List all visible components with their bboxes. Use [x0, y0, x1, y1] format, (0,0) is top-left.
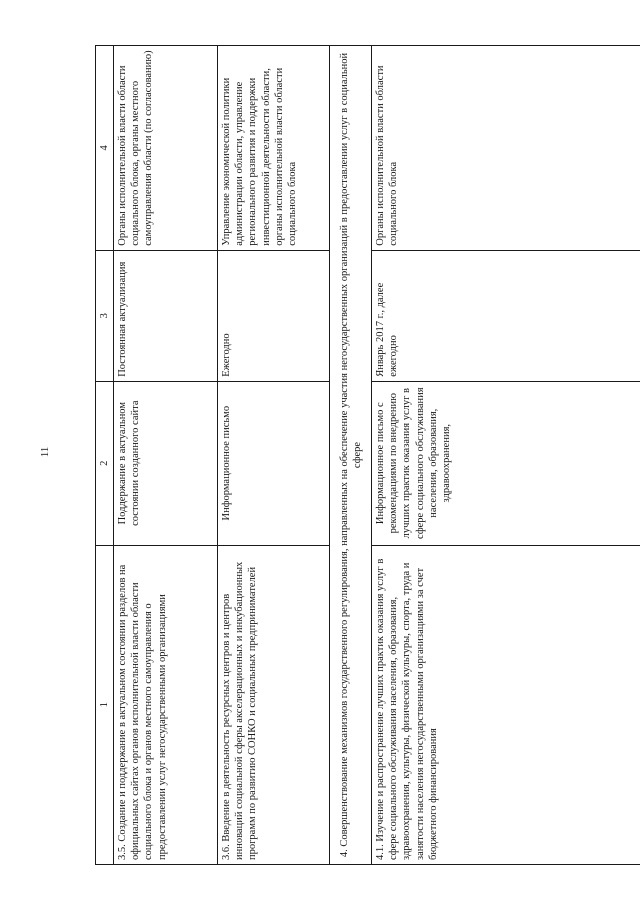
header-col-1: 1	[96, 545, 114, 864]
rotated-table-container	[95, 45, 640, 865]
section-header-row	[330, 46, 372, 865]
measures-table	[95, 45, 640, 865]
responsible-cell: Управление экономической политики администрации области, управление регионального развития и поддержки инвестиционной деятельности области, органы исполнительной власти области социального блока	[218, 46, 330, 251]
result-cell: Информационное письмо	[218, 381, 330, 545]
table-row	[114, 46, 218, 865]
table-row	[218, 46, 330, 865]
measure-cell: 3.6. Введение в деятельность ресурсных центров и центров инноваций социальной сферы акселерационных и инкубационных программ по развитию СОНКО и социальных предпринимателей	[218, 545, 330, 864]
section-title: 4. Совершенствование механизмов государственного регулирования, направленных на обеспечение участия негосударственных организаций в предоставлении услуг в социальной сфере	[330, 46, 372, 865]
deadline-cell: Январь 2017 г., далее ежегодно	[372, 250, 640, 381]
header-col-4: 4	[96, 46, 114, 251]
deadline-cell: Ежегодно	[218, 250, 330, 381]
deadline-cell: Постоянная актуализация	[114, 250, 218, 381]
header-col-2: 2	[96, 381, 114, 545]
measure-cell: 4.1. Изучение и распространение лучших практик оказания услуг в сфере социального обслуживания населения, образования, здравоохранения, культуры, физической культуры, спорта, труда и занятости населения негосударственными организациями за счет бюджетного финансирования	[372, 545, 640, 864]
responsible-cell: Органы исполнительной власти области социального блока, органы местного самоуправления области (по согласованию)	[114, 46, 218, 251]
table-header-row	[96, 46, 114, 865]
page-number: 11	[39, 446, 51, 458]
result-cell: Поддержание в актуальном состоянии созданного сайта	[114, 381, 218, 545]
responsible-cell: Органы исполнительной власти области социального блока	[372, 46, 640, 251]
measure-cell: 3.5. Создание и поддержание в актуальном состоянии разделов на официальных сайтах органов исполнительной власти области социального блока и органов местного самоуправления о предоставлении услуг негосударственными организациями	[114, 545, 218, 864]
result-cell: Информационное письмо с рекомендациями по внедрению лучших практик оказания услуг в сфере социального обслуживания населения, образования, здравоохранения,	[372, 381, 640, 545]
header-col-3: 3	[96, 250, 114, 381]
table-row	[372, 46, 640, 865]
